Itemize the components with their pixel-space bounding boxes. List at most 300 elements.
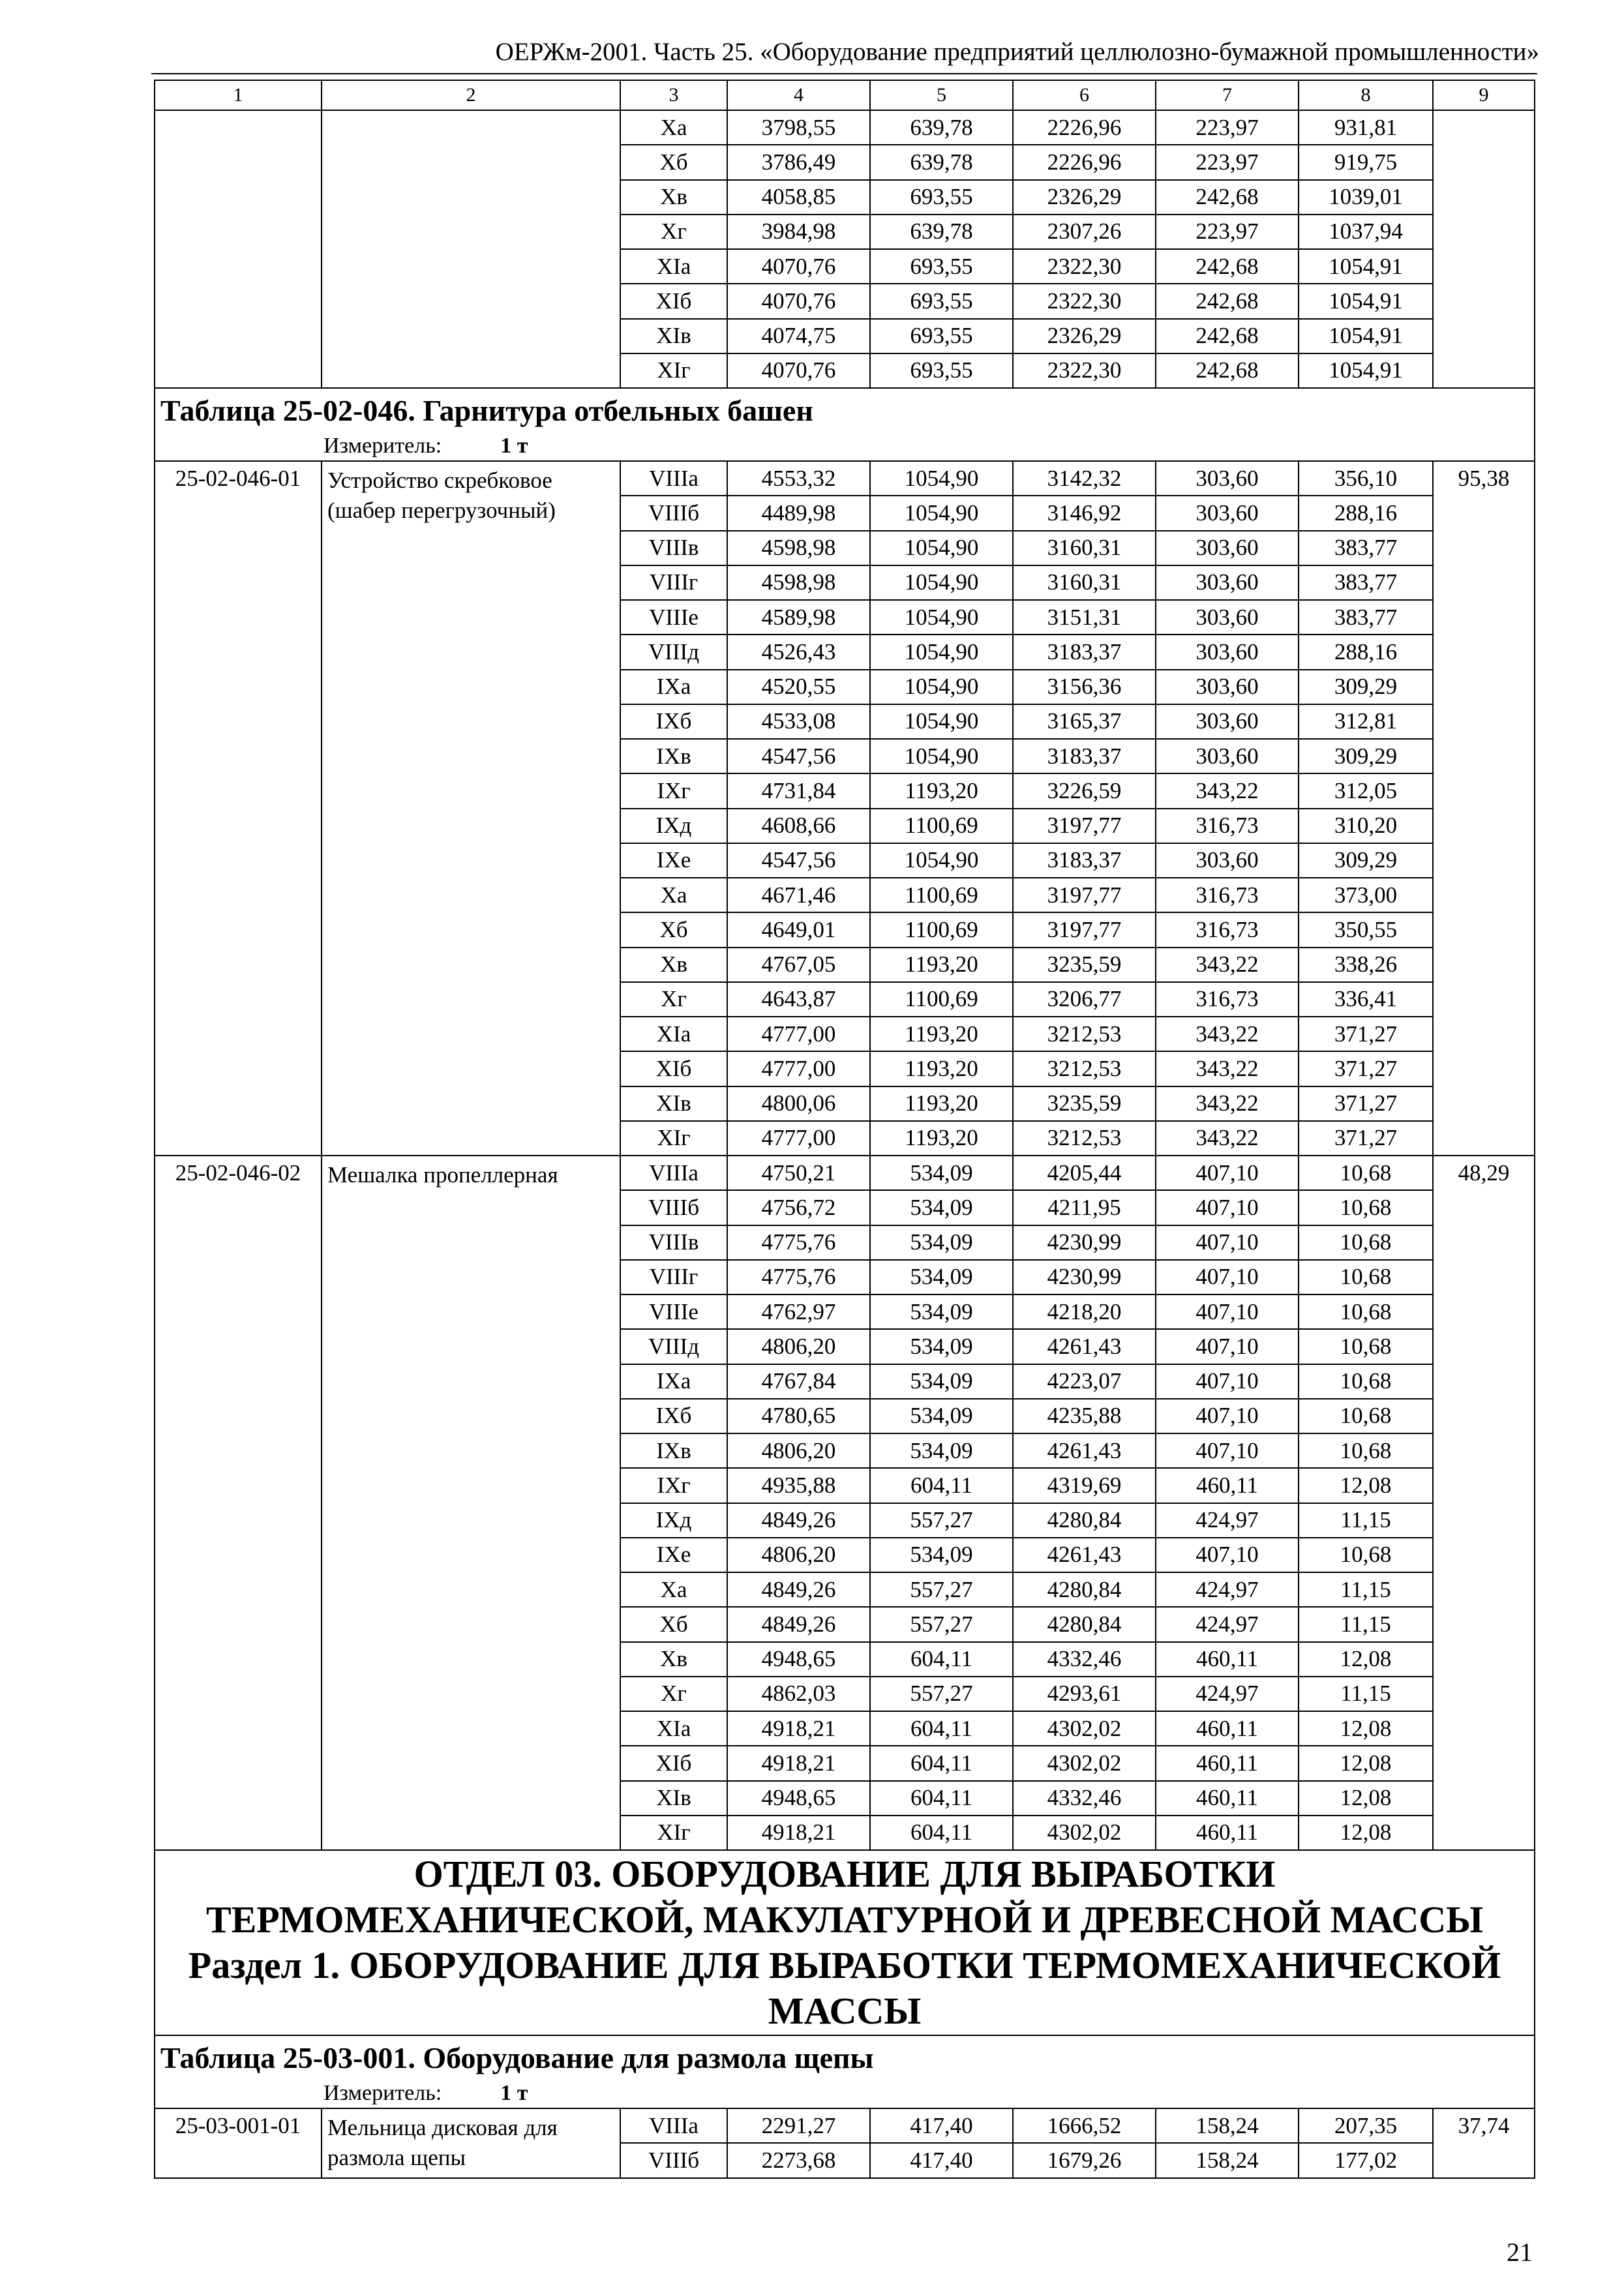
value-cell: 242,68 — [1156, 353, 1299, 388]
value-cell: 919,75 — [1299, 145, 1433, 179]
value-cell: 303,60 — [1156, 635, 1299, 669]
value-cell: 424,97 — [1156, 1503, 1299, 1538]
value-cell: 2307,26 — [1013, 215, 1156, 249]
section-heading-row — [155, 1850, 1535, 2035]
value-cell: 3156,36 — [1013, 670, 1156, 704]
value-cell: 4230,99 — [1013, 1225, 1156, 1260]
value-cell: 4777,00 — [727, 1051, 870, 1086]
value-cell: 177,02 — [1299, 2143, 1433, 2177]
value-cell: 373,00 — [1299, 878, 1433, 912]
value-cell: 693,55 — [870, 353, 1013, 388]
class-cell: IXв — [620, 739, 727, 773]
value-cell: 10,68 — [1299, 1364, 1433, 1399]
value-cell: 4862,03 — [727, 1677, 870, 1711]
value-cell: 4767,84 — [727, 1364, 870, 1399]
class-cell: IXе — [620, 843, 727, 878]
value-cell: 303,60 — [1156, 704, 1299, 739]
value-cell: 3212,53 — [1013, 1017, 1156, 1051]
value-cell: 10,68 — [1299, 1260, 1433, 1294]
value-cell: 4918,21 — [727, 1816, 870, 1850]
value-cell: 4070,76 — [727, 249, 870, 284]
value-cell: 4205,44 — [1013, 1156, 1156, 1190]
value-cell: 1054,90 — [870, 600, 1013, 635]
class-cell: IXд — [620, 809, 727, 843]
value-cell: 534,09 — [870, 1294, 1013, 1329]
value-cell: 4589,98 — [727, 600, 870, 635]
class-cell: VIIIб — [620, 1190, 727, 1225]
subsection-title: Раздел 1. ОБОРУДОВАНИЕ ДЛЯ ВЫРАБОТКИ ТЕРМОМЕХАНИЧЕСКОЙ МАССЫ — [188, 1944, 1501, 2032]
value-cell: 604,11 — [870, 1781, 1013, 1816]
value-cell: 424,97 — [1156, 1572, 1299, 1607]
value-cell: 4806,20 — [727, 1538, 870, 1572]
value-cell: 1054,91 — [1299, 249, 1433, 284]
value-cell: 12,08 — [1299, 1781, 1433, 1816]
value-cell: 4775,76 — [727, 1225, 870, 1260]
table-row — [155, 1156, 1535, 1190]
value-cell: 158,24 — [1156, 2108, 1299, 2143]
value-cell: 693,55 — [870, 249, 1013, 284]
value-cell: 4526,43 — [727, 635, 870, 669]
class-cell: IXб — [620, 1399, 727, 1433]
value-cell: 303,60 — [1156, 739, 1299, 773]
value-cell: 4280,84 — [1013, 1503, 1156, 1538]
value-cell: 693,55 — [870, 319, 1013, 353]
value-cell: 3165,37 — [1013, 704, 1156, 739]
value-cell: 10,68 — [1299, 1294, 1433, 1329]
value-cell: 11,15 — [1299, 1503, 1433, 1538]
value-cell: 1054,90 — [870, 496, 1013, 530]
value-cell: 3212,53 — [1013, 1121, 1156, 1156]
class-cell: IXа — [620, 1364, 727, 1399]
class-cell: Xг — [620, 215, 727, 249]
class-cell: IXд — [620, 1503, 727, 1538]
class-cell: IXб — [620, 704, 727, 739]
value-cell: 2291,27 — [727, 2108, 870, 2143]
item-code: 25-02-046-02 — [155, 1156, 322, 1850]
value-cell: 242,68 — [1156, 319, 1299, 353]
column-number: 1 — [155, 80, 322, 110]
value-cell: 4918,21 — [727, 1711, 870, 1746]
class-cell: VIIIд — [620, 1329, 727, 1364]
value-cell: 10,68 — [1299, 1433, 1433, 1468]
value-cell: 3235,59 — [1013, 948, 1156, 982]
value-cell: 3984,98 — [727, 215, 870, 249]
value-cell: 4948,65 — [727, 1781, 870, 1816]
class-cell: Xг — [620, 1677, 727, 1711]
value-cell: 4731,84 — [727, 773, 870, 808]
measure-cell — [155, 432, 1535, 461]
value-cell: 1054,90 — [870, 739, 1013, 773]
value-cell: 1100,69 — [870, 982, 1013, 1017]
value-cell: 316,73 — [1156, 912, 1299, 947]
value-cell: 4319,69 — [1013, 1468, 1156, 1503]
value-cell: 1054,91 — [1299, 319, 1433, 353]
value-cell: 4849,26 — [727, 1607, 870, 1641]
value-cell: 460,11 — [1156, 1468, 1299, 1503]
value-cell: 417,40 — [870, 2143, 1013, 2177]
class-cell: XIб — [620, 284, 727, 318]
value-cell: 288,16 — [1299, 496, 1433, 530]
value-cell: 1193,20 — [870, 1086, 1013, 1121]
value-cell: 639,78 — [870, 145, 1013, 179]
column-number: 4 — [727, 80, 870, 110]
value-cell: 10,68 — [1299, 1399, 1433, 1433]
measure-row — [155, 432, 1535, 461]
value-cell: 407,10 — [1156, 1364, 1299, 1399]
value-cell: 4649,01 — [727, 912, 870, 947]
value-cell: 312,81 — [1299, 704, 1433, 739]
value-cell: 557,27 — [870, 1572, 1013, 1607]
class-cell: XIг — [620, 1121, 727, 1156]
value-cell: 460,11 — [1156, 1781, 1299, 1816]
value-cell: 3197,77 — [1013, 809, 1156, 843]
class-cell: XIа — [620, 1711, 727, 1746]
value-cell: 223,97 — [1156, 110, 1299, 145]
value-cell: 4302,02 — [1013, 1746, 1156, 1780]
item-name: Мельница дисковая для размола щепы — [322, 2108, 620, 2178]
value-cell: 534,09 — [870, 1225, 1013, 1260]
value-cell: 10,68 — [1299, 1329, 1433, 1364]
value-cell: 4280,84 — [1013, 1607, 1156, 1641]
value-cell: 4280,84 — [1013, 1572, 1156, 1607]
value-cell: 460,11 — [1156, 1711, 1299, 1746]
value-cell: 4547,56 — [727, 843, 870, 878]
value-cell: 343,22 — [1156, 1086, 1299, 1121]
value-cell: 4775,76 — [727, 1260, 870, 1294]
class-cell: VIIIе — [620, 1294, 727, 1329]
class-cell: Xв — [620, 1642, 727, 1677]
class-cell: VIIIб — [620, 2143, 727, 2177]
value-cell: 604,11 — [870, 1711, 1013, 1746]
value-cell: 4762,97 — [727, 1294, 870, 1329]
col9-cell — [1433, 110, 1535, 388]
value-cell: 407,10 — [1156, 1225, 1299, 1260]
value-cell: 4261,43 — [1013, 1433, 1156, 1468]
measure-value: 1 т — [500, 2081, 528, 2105]
value-cell: 4070,76 — [727, 284, 870, 318]
class-cell: XIв — [620, 319, 727, 353]
value-cell: 534,09 — [870, 1260, 1013, 1294]
value-cell: 242,68 — [1156, 284, 1299, 318]
value-cell: 557,27 — [870, 1677, 1013, 1711]
value-cell: 4302,02 — [1013, 1711, 1156, 1746]
value-cell: 2322,30 — [1013, 353, 1156, 388]
column-numbers-row — [155, 80, 1535, 110]
class-cell: VIIIв — [620, 531, 727, 565]
table-title-row — [155, 2035, 1535, 2079]
value-cell: 207,35 — [1299, 2108, 1433, 2143]
value-cell: 4302,02 — [1013, 1816, 1156, 1850]
class-cell: XIа — [620, 249, 727, 284]
value-cell: 1679,26 — [1013, 2143, 1156, 2177]
value-cell: 3212,53 — [1013, 1051, 1156, 1086]
value-cell: 3183,37 — [1013, 843, 1156, 878]
class-cell: VIIIе — [620, 600, 727, 635]
value-cell: 534,09 — [870, 1364, 1013, 1399]
value-cell: 1039,01 — [1299, 180, 1433, 215]
value-cell: 11,15 — [1299, 1607, 1433, 1641]
class-cell: VIIIв — [620, 1225, 727, 1260]
class-cell: VIIIа — [620, 2108, 727, 2143]
value-cell: 10,68 — [1299, 1538, 1433, 1572]
value-cell: 4806,20 — [727, 1433, 870, 1468]
value-cell: 4918,21 — [727, 1746, 870, 1780]
value-cell: 4671,46 — [727, 878, 870, 912]
item-name: Устройство скребковое (шабер перегрузочный) — [322, 461, 620, 1156]
column-number: 7 — [1156, 80, 1299, 110]
value-cell: 693,55 — [870, 180, 1013, 215]
value-cell: 1054,90 — [870, 843, 1013, 878]
value-cell: 931,81 — [1299, 110, 1433, 145]
value-cell: 3206,77 — [1013, 982, 1156, 1017]
value-cell: 3160,31 — [1013, 531, 1156, 565]
value-cell: 4800,06 — [727, 1086, 870, 1121]
value-cell: 424,97 — [1156, 1607, 1299, 1641]
value-cell: 4058,85 — [727, 180, 870, 215]
code-cell — [155, 110, 322, 388]
value-cell: 4261,43 — [1013, 1329, 1156, 1364]
value-cell: 407,10 — [1156, 1190, 1299, 1225]
table-row — [155, 110, 1535, 145]
value-cell: 3183,37 — [1013, 635, 1156, 669]
value-cell: 4218,20 — [1013, 1294, 1156, 1329]
value-cell: 4806,20 — [727, 1329, 870, 1364]
item-col9: 95,38 — [1433, 461, 1535, 1156]
value-cell: 371,27 — [1299, 1017, 1433, 1051]
value-cell: 4643,87 — [727, 982, 870, 1017]
class-cell: VIIIг — [620, 1260, 727, 1294]
value-cell: 2326,29 — [1013, 180, 1156, 215]
value-cell: 604,11 — [870, 1746, 1013, 1780]
value-cell: 604,11 — [870, 1468, 1013, 1503]
value-cell: 310,20 — [1299, 809, 1433, 843]
value-cell: 4332,46 — [1013, 1781, 1156, 1816]
value-cell: 1193,20 — [870, 1017, 1013, 1051]
item-col9: 37,74 — [1433, 2108, 1535, 2178]
value-cell: 338,26 — [1299, 948, 1433, 982]
value-cell: 424,97 — [1156, 1677, 1299, 1711]
class-cell: Xв — [620, 180, 727, 215]
value-cell: 4608,66 — [727, 809, 870, 843]
value-cell: 407,10 — [1156, 1538, 1299, 1572]
measure-row — [155, 2079, 1535, 2108]
class-cell: VIIIд — [620, 635, 727, 669]
table-title-row — [155, 388, 1535, 432]
value-cell: 4948,65 — [727, 1642, 870, 1677]
value-cell: 288,16 — [1299, 635, 1433, 669]
value-cell: 12,08 — [1299, 1711, 1433, 1746]
value-cell: 303,60 — [1156, 565, 1299, 600]
value-cell: 2226,96 — [1013, 110, 1156, 145]
value-cell: 4598,98 — [727, 531, 870, 565]
value-cell: 371,27 — [1299, 1051, 1433, 1086]
value-cell: 1193,20 — [870, 948, 1013, 982]
value-cell: 3197,77 — [1013, 878, 1156, 912]
value-cell: 343,22 — [1156, 773, 1299, 808]
price-table — [154, 80, 1535, 2179]
item-code: 25-03-001-01 — [155, 2108, 322, 2178]
value-cell: 4520,55 — [727, 670, 870, 704]
class-cell: IXг — [620, 773, 727, 808]
value-cell: 303,60 — [1156, 843, 1299, 878]
value-cell: 303,60 — [1156, 461, 1299, 496]
value-cell: 417,40 — [870, 2108, 1013, 2143]
value-cell: 3151,31 — [1013, 600, 1156, 635]
class-cell: XIб — [620, 1746, 727, 1780]
value-cell: 534,09 — [870, 1156, 1013, 1190]
class-cell: VIIIб — [620, 496, 727, 530]
table-row — [155, 461, 1535, 496]
value-cell: 460,11 — [1156, 1642, 1299, 1677]
value-cell: 303,60 — [1156, 600, 1299, 635]
value-cell: 4533,08 — [727, 704, 870, 739]
class-cell: Xг — [620, 982, 727, 1017]
value-cell: 693,55 — [870, 284, 1013, 318]
value-cell: 1054,90 — [870, 670, 1013, 704]
value-cell: 1054,90 — [870, 704, 1013, 739]
value-cell: 316,73 — [1156, 878, 1299, 912]
value-cell: 4777,00 — [727, 1017, 870, 1051]
class-cell: Xа — [620, 110, 727, 145]
class-cell: IXг — [620, 1468, 727, 1503]
class-cell: Xа — [620, 878, 727, 912]
value-cell: 1054,91 — [1299, 284, 1433, 318]
value-cell: 303,60 — [1156, 531, 1299, 565]
value-cell: 383,77 — [1299, 600, 1433, 635]
value-cell: 534,09 — [870, 1433, 1013, 1468]
class-cell: IXв — [620, 1433, 727, 1468]
class-cell: Xб — [620, 145, 727, 179]
class-cell: Xб — [620, 1607, 727, 1641]
class-cell: XIб — [620, 1051, 727, 1086]
class-cell: VIIIа — [620, 461, 727, 496]
value-cell: 1054,90 — [870, 461, 1013, 496]
value-cell: 4230,99 — [1013, 1260, 1156, 1294]
value-cell: 4070,76 — [727, 353, 870, 388]
value-cell: 223,97 — [1156, 145, 1299, 179]
running-header: ОЕРЖм-2001. Часть 25. «Оборудование предприятий целлюлозно-бумажной промышленности» — [495, 38, 1539, 66]
value-cell: 12,08 — [1299, 1642, 1433, 1677]
value-cell: 4935,88 — [727, 1468, 870, 1503]
class-cell: VIIIа — [620, 1156, 727, 1190]
value-cell: 383,77 — [1299, 565, 1433, 600]
value-cell: 383,77 — [1299, 531, 1433, 565]
value-cell: 242,68 — [1156, 180, 1299, 215]
value-cell: 460,11 — [1156, 1816, 1299, 1850]
item-code: 25-02-046-01 — [155, 461, 322, 1156]
value-cell: 407,10 — [1156, 1329, 1299, 1364]
value-cell: 2322,30 — [1013, 249, 1156, 284]
value-cell: 534,09 — [870, 1190, 1013, 1225]
value-cell: 4849,26 — [727, 1503, 870, 1538]
value-cell: 604,11 — [870, 1816, 1013, 1850]
value-cell: 350,55 — [1299, 912, 1433, 947]
price-table-body — [155, 80, 1535, 2178]
value-cell: 4211,95 — [1013, 1190, 1156, 1225]
value-cell: 557,27 — [870, 1503, 1013, 1538]
value-cell: 4261,43 — [1013, 1538, 1156, 1572]
class-cell: XIв — [620, 1086, 727, 1121]
value-cell: 1054,90 — [870, 635, 1013, 669]
value-cell: 407,10 — [1156, 1399, 1299, 1433]
value-cell: 312,05 — [1299, 773, 1433, 808]
value-cell: 1100,69 — [870, 878, 1013, 912]
value-cell: 3226,59 — [1013, 773, 1156, 808]
class-cell: IXе — [620, 1538, 727, 1572]
value-cell: 4235,88 — [1013, 1399, 1156, 1433]
table-row — [155, 2108, 1535, 2143]
measure-label: Измеритель: — [323, 434, 442, 458]
value-cell: 534,09 — [870, 1399, 1013, 1433]
column-number: 2 — [322, 80, 620, 110]
value-cell: 557,27 — [870, 1607, 1013, 1641]
value-cell: 4780,65 — [727, 1399, 870, 1433]
value-cell: 1054,90 — [870, 531, 1013, 565]
class-cell: VIIIг — [620, 565, 727, 600]
value-cell: 1193,20 — [870, 1121, 1013, 1156]
section-title: ОТДЕЛ 03. ОБОРУДОВАНИЕ ДЛЯ ВЫРАБОТКИ ТЕРМОМЕХАНИЧЕСКОЙ, МАКУЛАТУРНОЙ И ДРЕВЕСНОЙ МАССЫ — [205, 1853, 1484, 1941]
value-cell: 10,68 — [1299, 1190, 1433, 1225]
value-cell: 2273,68 — [727, 2143, 870, 2177]
value-cell: 336,41 — [1299, 982, 1433, 1017]
value-cell: 3183,37 — [1013, 739, 1156, 773]
value-cell: 343,22 — [1156, 1051, 1299, 1086]
value-cell: 3786,49 — [727, 145, 870, 179]
class-cell: XIа — [620, 1017, 727, 1051]
value-cell: 4598,98 — [727, 565, 870, 600]
value-cell: 4489,98 — [727, 496, 870, 530]
value-cell: 407,10 — [1156, 1294, 1299, 1329]
value-cell: 303,60 — [1156, 496, 1299, 530]
value-cell: 223,97 — [1156, 215, 1299, 249]
value-cell: 309,29 — [1299, 843, 1433, 878]
measure-cell — [155, 2079, 1535, 2108]
class-cell: XIв — [620, 1781, 727, 1816]
value-cell: 407,10 — [1156, 1156, 1299, 1190]
class-cell: XIг — [620, 353, 727, 388]
value-cell: 371,27 — [1299, 1086, 1433, 1121]
value-cell: 303,60 — [1156, 670, 1299, 704]
value-cell: 639,78 — [870, 215, 1013, 249]
class-cell: Xа — [620, 1572, 727, 1607]
table-title: Таблица 25-02-046. Гарнитура отбельных башен — [155, 388, 1535, 432]
column-number: 5 — [870, 80, 1013, 110]
value-cell: 4332,46 — [1013, 1642, 1156, 1677]
value-cell: 4849,26 — [727, 1572, 870, 1607]
value-cell: 1054,91 — [1299, 353, 1433, 388]
value-cell: 1037,94 — [1299, 215, 1433, 249]
header-rule — [151, 73, 1537, 74]
value-cell: 11,15 — [1299, 1677, 1433, 1711]
value-cell: 534,09 — [870, 1329, 1013, 1364]
column-number: 8 — [1299, 80, 1433, 110]
value-cell: 343,22 — [1156, 1017, 1299, 1051]
value-cell: 12,08 — [1299, 1468, 1433, 1503]
value-cell: 1100,69 — [870, 912, 1013, 947]
measure-value: 1 т — [500, 434, 528, 458]
column-number: 6 — [1013, 80, 1156, 110]
value-cell: 4767,05 — [727, 948, 870, 982]
value-cell: 4547,56 — [727, 739, 870, 773]
value-cell: 10,68 — [1299, 1156, 1433, 1190]
value-cell: 12,08 — [1299, 1816, 1433, 1850]
value-cell: 4756,72 — [727, 1190, 870, 1225]
item-name: Мешалка пропеллерная — [322, 1156, 620, 1850]
measure-label: Измеритель: — [323, 2081, 442, 2105]
value-cell: 1100,69 — [870, 809, 1013, 843]
value-cell: 407,10 — [1156, 1260, 1299, 1294]
value-cell: 4750,21 — [727, 1156, 870, 1190]
